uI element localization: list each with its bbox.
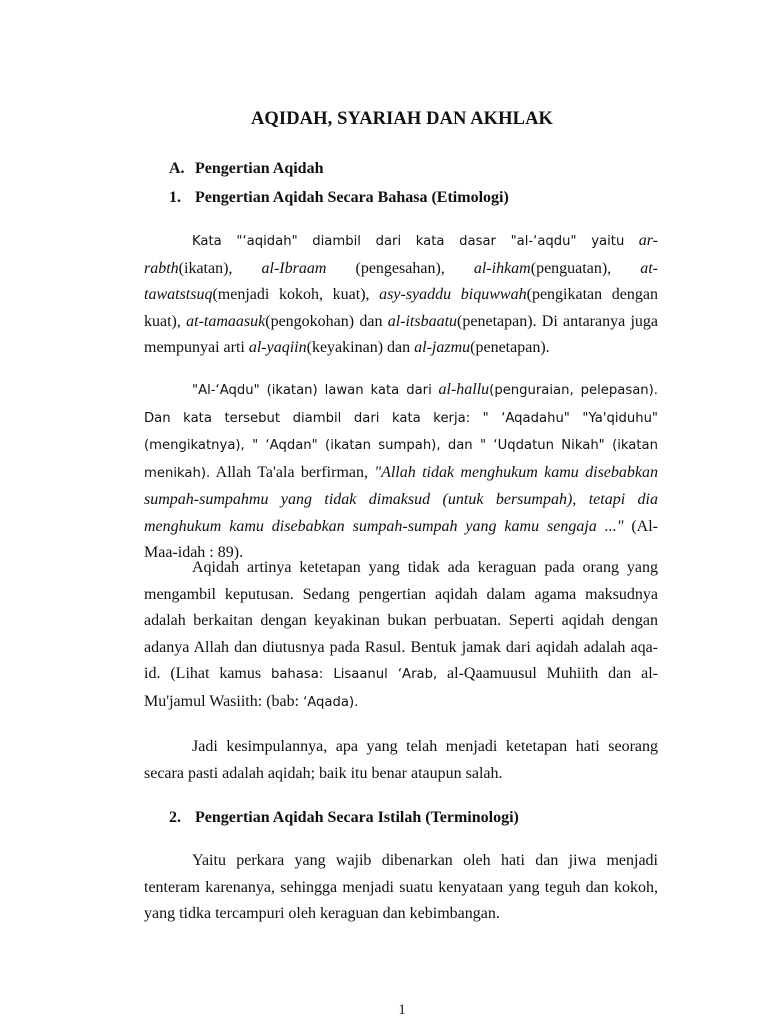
paragraph-4 — [144, 734, 658, 787]
p3-text-4: ‘Aqada). — [303, 694, 359, 710]
p1-text-2: (ikatan), — [178, 259, 233, 277]
heading-a-label: Pengertian Aqidah — [195, 160, 324, 177]
heading-2-marker: 2. — [169, 809, 181, 826]
p3-text-2: bahasa: Lisaanul ‘Arab, — [270, 667, 438, 682]
p1-term-at-tamaasuk: at-tamaasuk — [186, 312, 266, 330]
p1-term-ar-rabth: ar-rabth — [144, 232, 658, 277]
paragraph-1 — [144, 228, 658, 362]
p1-term-al-itsbaatu: al-itsbaatu — [387, 312, 458, 330]
document-title: AQIDAH, SYARIAH DAN AKHLAK — [250, 109, 554, 129]
heading-1-label: Pengertian Aqidah Secara Bahasa (Etimologi) — [195, 189, 509, 206]
heading-a — [169, 160, 323, 178]
paragraph-2 — [144, 377, 658, 567]
p1-text-1: Kata "‘aqidah" diambil dari kata dasar "al-‘aqdu" yaitu — [192, 234, 625, 249]
p1-text-6: (pengikatan dengan kuat), — [144, 286, 658, 330]
p1-text-8: (penetapan). Di antaranya juga mempunyai arti — [144, 312, 659, 356]
p1-text-9: (keyakinan) dan — [306, 339, 415, 356]
p1-term-asy-syaddu: asy-syaddu biquwwah — [379, 286, 527, 303]
p1-text-7: (pengokohan) dan — [265, 312, 388, 330]
p2-text-4: Allah Ta'ala berfirman, — [210, 463, 375, 481]
p2-quote: "Allah tidak menghukum kamu disebabkan sumpah-sumpahmu yang tidak dimaksud (untuk bersumpah), tetapi dia menghukum kamu disebabkan sumpah-sumpah yang kamu sengaja ..." — [144, 463, 658, 535]
p2-citation: (Al-Maa-idah : 89). — [144, 517, 659, 561]
heading-1 — [169, 189, 509, 207]
p1-term-at-tawatstsuq: at-tawatstsuq — [144, 259, 659, 303]
paragraph-3 — [144, 555, 658, 716]
p1-text-5: (menjadi kokoh, kuat), — [212, 286, 380, 303]
heading-2-label: Pengertian Aqidah Secara Istilah (Terminologi) — [195, 809, 519, 826]
p2-text-2: (penguraian, pelepasan). Dan kata tersebut diambil dari kata kerja: — [144, 383, 658, 426]
p2-term-al-hallu: al-hallu — [438, 381, 490, 398]
heading-1-marker: 1. — [169, 189, 181, 206]
heading-a-marker: A. — [169, 160, 185, 177]
paragraph-5 — [144, 848, 658, 928]
page-number: 1 — [398, 1002, 406, 1018]
p1-term-al-ibraam: al-Ibraam — [261, 259, 327, 277]
p1-term-al-jazmu: al-jazmu — [414, 339, 471, 356]
p1-term-al-yaqiin: al-yaqiin — [248, 339, 307, 356]
p1-text-4: (penguatan), — [530, 259, 641, 277]
p4-text: Jadi kesimpulannya, apa yang telah menjadi ketetapan hati seorang secara pasti adalah aqidah; baik itu benar ataupun salah. — [144, 738, 658, 782]
p1-term-al-ihkam: al-ihkam — [473, 259, 531, 277]
p3-text-3: al-Qaamuusul Muhiith dan al-Mu'jamul Wasiith: (bab: — [144, 665, 658, 710]
p2-text-3: " ‘Aqadahu" "Ya'qiduhu" (mengikatnya), " ‘Aqdan" (ikatan sumpah), dan " ‘Uqdatun Nikah" (ikatan menikah). — [144, 410, 658, 481]
heading-2 — [169, 809, 519, 827]
p1-text-3: (pengesahan), — [326, 259, 474, 277]
p2-text-1: "Al-‘Aqdu" (ikatan) lawan kata dari — [192, 383, 432, 398]
p1-text-10: (penetapan). — [470, 339, 550, 356]
p3-text-1: Aqidah artinya ketetapan yang tidak ada keraguan pada orang yang mengambil keputusan. Sedang pengertian aqidah dalam agama maksudnya adalah berkaitan dengan keyakinan bukan perbuatan. Seperti aqidah dengan adanya Allah dan diutusnya pada Rasul. Bentuk jamak dari aqidah adalah aqa-id. (Lihat kamus — [144, 559, 658, 682]
p5-text: Yaitu perkara yang wajib dibenarkan oleh hati dan jiwa menjadi tenteram karenanya, sehingga menjadi suatu kenyataan yang teguh dan kokoh, yang tidka tercampuri oleh keraguan dan kebimbangan. — [144, 852, 658, 922]
